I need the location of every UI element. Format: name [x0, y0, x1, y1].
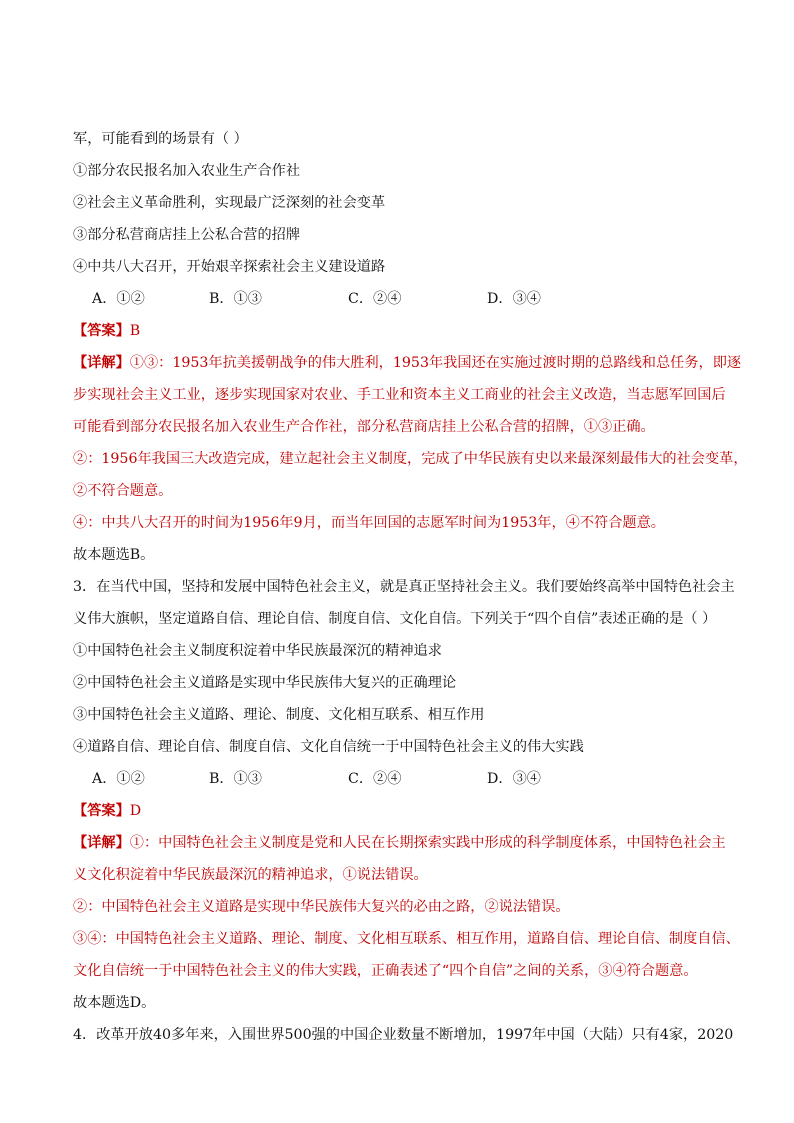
q3-item-3: ③中国特色社会主义道路、理论、制度、文化相互联系、相互作用 [73, 707, 485, 723]
q2-detail-line-6: ④：中共八大召开的时间为1956年9月，而当年回国的志愿军时间为1953年，④不符合题意。 [73, 515, 665, 531]
q3-answer-value: D [129, 803, 142, 819]
q3-detail-line-1: 【详解】①：中国特色社会主义制度是党和人民在长期探索实践中形成的科学制度体系，中国特色社会主 [73, 835, 726, 851]
q3-stem-line-2: 义伟大旗帜，坚定道路自信、理论自信、制度自信、文化自信。下列关于“四个自信”表述正确的是（ ） [73, 611, 717, 627]
q3-answer-label: 【答案】 [73, 803, 130, 819]
q2-detail-line-5: ②不符合题意。 [73, 483, 173, 499]
q3-item-1: ①中国特色社会主义制度积淀着中华民族最深沉的精神追求 [73, 643, 442, 659]
q2-item-4: ④中共八大召开，开始艰辛探索社会主义建设道路 [73, 259, 386, 275]
q3-detail-label: 【详解】 [73, 835, 130, 851]
q2-option-b: B．①③ [209, 291, 262, 307]
q2-option-c: C．②④ [348, 291, 402, 307]
q3-stem-line-1: 3．在当代中国，坚持和发展中国特色社会主义，就是真正坚持社会主义。我们要始终高举中国特色社会主 [73, 579, 735, 595]
q2-item-1: ①部分农民报名加入农业生产合作社 [73, 163, 301, 179]
q2-item-3: ③部分私营商店挂上公私合营的招牌 [73, 227, 301, 243]
q3-detail-line-5: 文化自信统一于中国特色社会主义的伟大实践，正确表述了“四个自信”之间的关系，③④符合题意。 [73, 963, 698, 979]
q3-answer [73, 801, 141, 821]
q2-conclusion: 故本题选B。 [73, 547, 155, 563]
q3-option-a: A．①② [92, 771, 145, 787]
q2-answer-label: 【答案】 [73, 323, 130, 339]
q3-item-4: ④道路自信、理论自信、制度自信、文化自信统一于中国特色社会主义的伟大实践 [73, 739, 584, 755]
q3-option-c: C．②④ [348, 771, 402, 787]
q2-detail-line-1: 【详解】①③：1953年抗美援朝战争的伟大胜利，1953年我国还在实施过渡时期的总路线和总任务，即逐 [73, 355, 742, 371]
q2-option-d: D．③④ [487, 291, 541, 307]
q3-options [0, 769, 794, 789]
q3-item-2: ②中国特色社会主义道路是实现中华民族伟大复兴的正确理论 [73, 675, 457, 691]
q2-detail-line-3: 可能看到部分农民报名加入农业生产合作社，部分私营商店挂上公私合营的招牌，①③正确。 [73, 419, 655, 435]
q2-option-a: A．①② [92, 291, 145, 307]
q2-options [0, 289, 794, 309]
q3-detail-line-4: ③④：中国特色社会主义道路、理论、制度、文化相互联系、相互作用，道路自信、理论自信、制度自信、 [73, 931, 740, 947]
q3-option-b: B．①③ [209, 771, 262, 787]
q3-detail-line-2: 义文化积淀着中华民族最深沉的精神追求，①说法错误。 [73, 867, 428, 883]
q2-item-2: ②社会主义革命胜利，实现最广泛深刻的社会变革 [73, 195, 386, 211]
q2-detail-line-2: 步实现社会主义工业，逐步实现国家对农业、手工业和资本主义工商业的社会主义改造，当志愿军回国后 [73, 387, 726, 403]
q2-detail-line-4: ②：1956年我国三大改造完成，建立起社会主义制度，完成了中华民族有史以来最深刻最伟大的社会变革， [73, 451, 748, 467]
q3-option-d: D．③④ [487, 771, 541, 787]
q2-answer [73, 321, 140, 341]
q3-conclusion: 故本题选D。 [73, 995, 156, 1011]
q4-stem-line-1: 4．改革开放40多年来，入围世界500强的中国企业数量不断增加，1997年中国（大陆）只有4家，2020 [73, 1027, 734, 1043]
q2-answer-value: B [129, 323, 141, 339]
q3-detail-line-3: ②：中国特色社会主义道路是实现中华民族伟大复兴的必由之路，②说法错误。 [73, 899, 570, 915]
q2-detail-label: 【详解】 [73, 355, 130, 371]
q2-stem-tail: 军，可能看到的场景有（ ） [73, 131, 248, 147]
